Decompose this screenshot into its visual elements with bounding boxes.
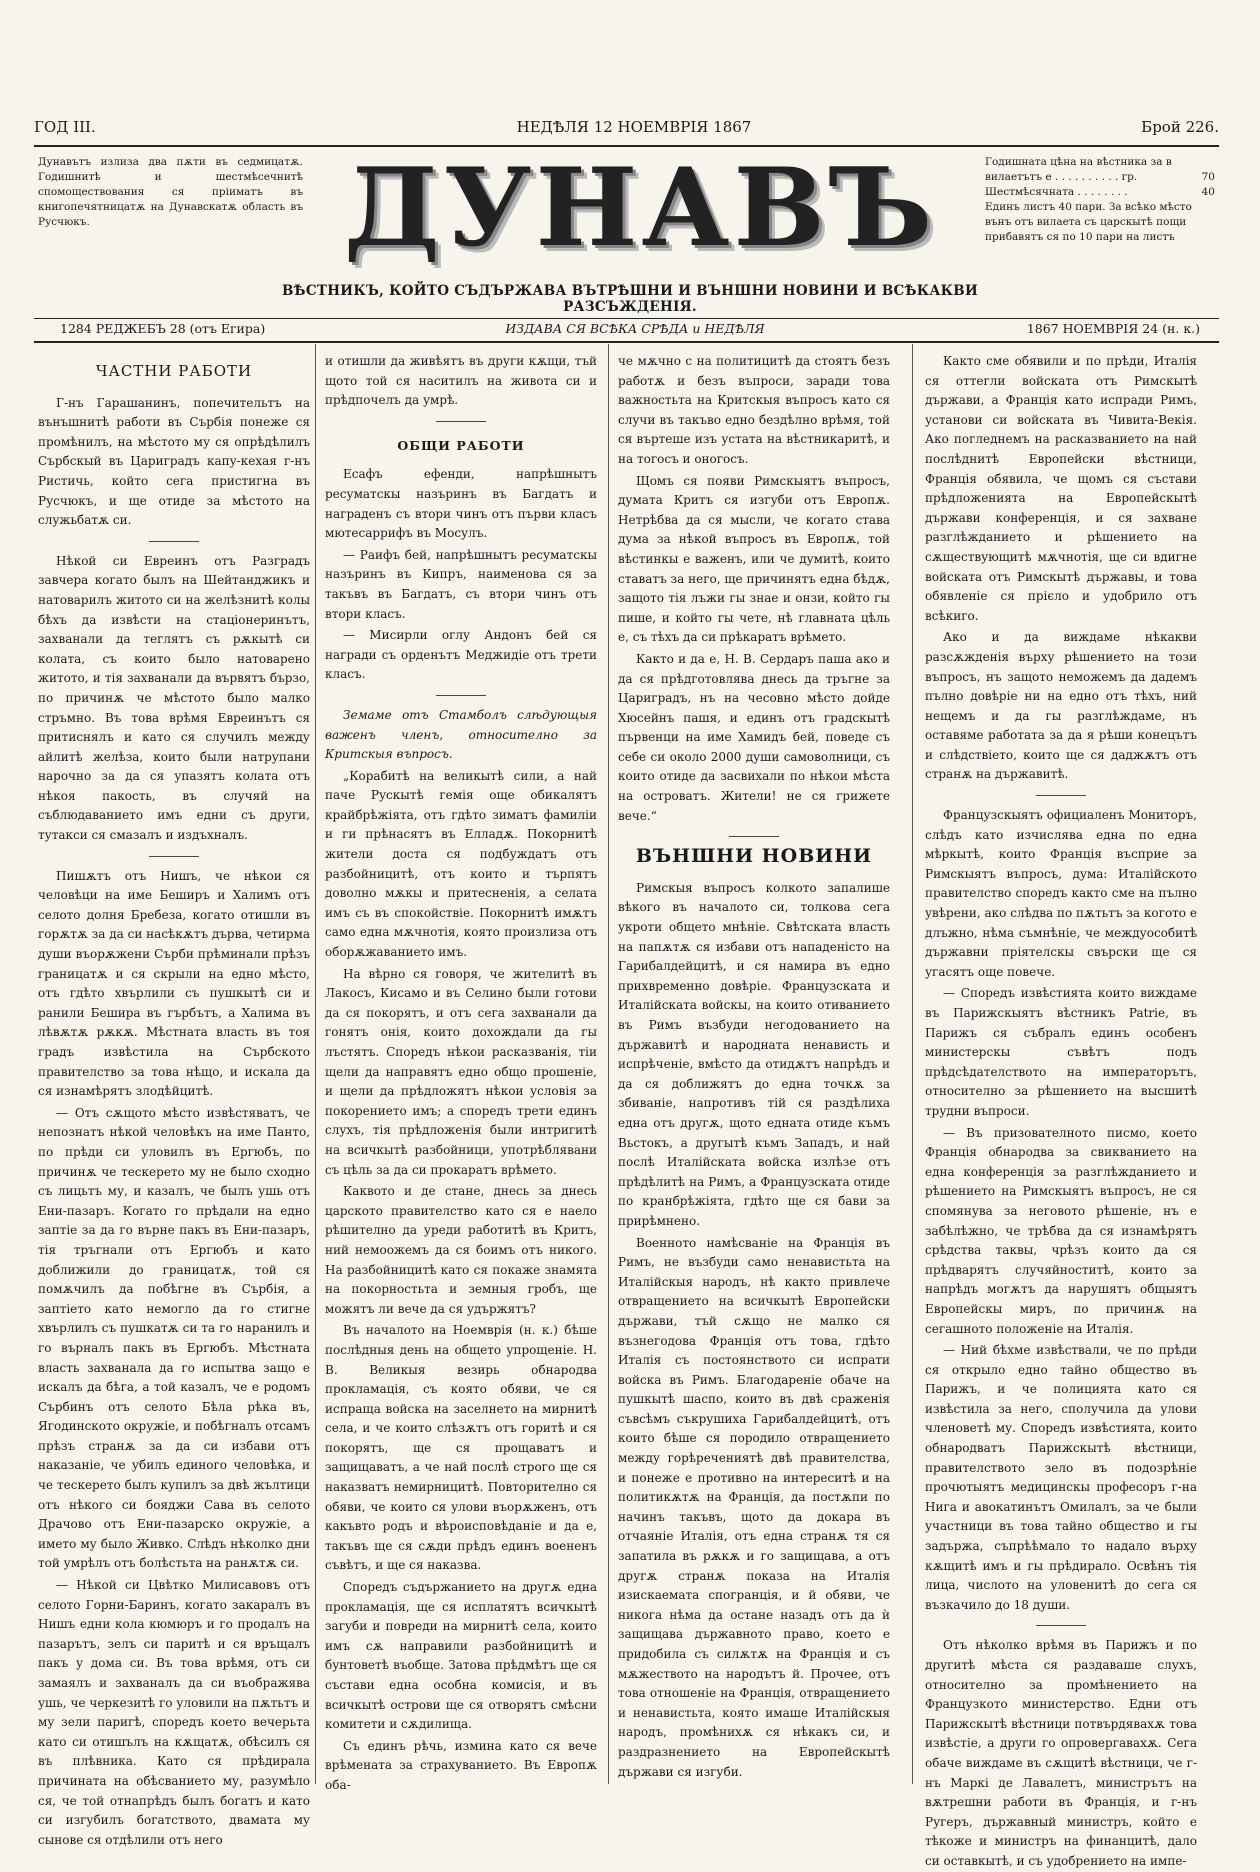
article-paragraph: — Нѣкой си Цвѣтко Милисавовъ отъ селото Горни-Баринъ, когато закаралъ въ Нишъ едни кола кюмюръ и го продалъ на пазарътъ, зелъ си паритѣ и ся връщалъ пакъ у дома си. Въ това врѣмя, отъ си замаялъ и захваналъ да си въображява ушь, че черкезитѣ го уловили на пѫтьтъ и му зели паригѣ, споредъ което вечерьта като си отишълъ на кѫщатѫ, обѣсилъ ся въ плѣвника. Като ся прѣдирала причината на обѣсванието му, разумѣло ся, че той отнапрѣдъ былъ богатъ и като си изгубилъ богатството, двамата му сынове ся отдѣлили отъ него — [38, 1578, 310, 1847]
date-info-row — [60, 321, 1200, 341]
article-paragraph: Съ единъ рѣчь, измина като ся вече врѣмената за страхуванието. Въ Европѫ оба- — [325, 1738, 597, 1792]
annual-price-label: вилаетътъ е . . . . . . . . . . гр. — [985, 171, 1138, 183]
newspaper-title: ДУНАВЪ — [343, 145, 937, 271]
article-paragraph: — Ний бѣхме извѣствали, че по прѣди ся открыло едно тайно общество въ Парижъ, и че полицията като ся извѣстила за него, сполучила да улови членоветѣ му. Споредъ извѣстията, които обнародватъ Парижскытѣ вѣстници, правителството зело въ подозрѣніе прочютыятъ медицинскы професоръ г-на Нига и авокатинътъ Омилалъ, за че были участници въ това тайно общество и гы задържа, съпрѣѣмало то надало върху кѫщитѣ имъ и гы прѣдирало. Освѣнъ тія лица, числото на уловенитѣ до сега ся възкачило до 18 души. — [925, 1343, 1197, 1612]
column-divider — [912, 344, 913, 1784]
price-line-3: Единъ листъ 40 пари. За всѣко мѣсто вънъ отъ вилаета съ царскытѣ пощи прибавятъ ся по 10 пари на листъ — [985, 201, 1192, 243]
article-paragraph: Пишѫтъ отъ Нишъ, че нѣкои ся человѣци на име Беширъ и Халимъ отъ селото долня Бребеза, когато отишли въ горѫтѫ за да си насѣкѫтъ дърва, четирма души въорѫжени Сърби прѣминали прѣзъ границатѫ и ся скрыли на едно мѣсто, отъ гдѣто хвърлили съ пушкытѣ си и ранили Бешира въ гърбътъ, а Халима въ лѣвѫтѫ рѫкѫ. Мѣстната власть въ тоя градъ извѣстила на Сърбското правителство за това нѣщо, и искала да ся изнамѣрятъ злодѣйцитѣ. — [38, 868, 310, 1099]
article-paragraph: Нѣкой си Евреинъ отъ Разградъ завчера когато былъ на Шейтанджикъ и натоварилъ житото си на желѣзнитѣ колы бѣхъ да извѣсти на стаціонеринътъ, захванали да теглятъ съ рѫкытѣ си колата, съ които было натоварено житото, и тія захванали да вървятъ бързо, по причинѫ че мѣстото было малко стръмно. Въ това врѣмя Евреинътъ ся притиснялъ и като ся случилъ между айлитѣ желѣза, които были натрупани нарочно за да ся упазятъ колата отъ нѣкоя пакость, въ случяй на съблюдаванието имъ едни съ други, тутакси ся смазалъ и издъхналъ. — [38, 553, 310, 843]
article-paragraph: Ако и да виждаме нѣкакви разсѫжденія върху рѣшението на този въпросъ, нъ защото неможемъ да дадемъ пълно довѣріе ни на едно отъ тѣхъ, ний нещемъ и да гы разглѣждаме, нъ оставяме работата за да я рѣши конецътъ и слѣдствіето, които ще ся даджѫтъ отъ странѫ на държавитѣ. — [925, 630, 1197, 782]
separator — [1036, 1625, 1086, 1626]
column-2 — [325, 352, 597, 1792]
hijri-date: 1284 РЕДЖЕБЪ 28 (отъ Егира) — [60, 321, 266, 336]
article-paragraph: — Въ призователното писмо, което Франція обнародва за свикванието на една конференція за разглѣжданието и рѣшението на Римскыятъ въпросъ, не ся спомянува за неговото рѣшеніе, нъ е забѣлѣжно, че трѣбва да ся изнамѣрятъ срѣдства таквы, чрѣзъ които да ся прѣдварятъ случяйноститѣ, които за напрѣдъ могѫтъ да нарушятъ общыятъ Европейскы миръ, по причинѫ на сегашното положеніе на Италія. — [925, 1125, 1197, 1336]
price-line-2 — [985, 185, 1215, 200]
article-paragraph: Споредъ съдържанието на другѫ една прокламація, ще ся исплатятъ всичкытѣ загуби и повреди на мирнитѣ села, които имъ сѫ направили разбойницитѣ и бунтоветѣ въобще. Затова прѣдмѣтъ ще ся състави една особна комисія, и въ всичкытѣ острови ще ся отворятъ смѣсни комитети и сѫдилища. — [325, 1580, 597, 1732]
section-heading-private: ЧАСТНИ РАБОТИ — [95, 362, 253, 380]
article-paragraph: Както сме обявили и по прѣди, Италія ся оттегли войската отъ Римскытѣ държави, а Франція като испради Римъ, установи си войската въ Чивита-Векія. Ако погледнемъ на расказванието на най послѣднитѣ Европейски вѣстници, Франція обявила, че щомъ ся състави прѣдложенията на Европейскытѣ държави конференція, и ся захване разглѣжданието и рѣшението на сѫществующитѣ мѫчнотія, ще си вдигне войската отъ Римскытѣ държавы, и това обявленіе ся прієло и удобрило отъ всѣкиго. — [925, 354, 1197, 623]
halfyear-price-value: 40 — [1201, 186, 1215, 198]
gregorian-date: 1867 НОЕМВРІЯ 24 (н. к.) — [1026, 321, 1200, 336]
publication-frequency: ИЗДАВА СЯ ВСѢКА СРѢДА и НЕДѢЛЯ — [505, 321, 765, 336]
article-paragraph: — Раифъ бей, напрѣшнытъ ресуматскы назъринъ въ Кипръ, наименова ся за такъвъ въ Багдатъ, съ втори чинъ отъ втори класъ. — [325, 547, 597, 621]
article-paragraph: — Споредъ извѣстията които виждаме въ Парижскыятъ вѣстникъ Patrie, въ Парижъ ся събралъ единъ особенъ министерскы съвѣтъ подъ прѣдсѣдателството на императорътъ, относително за рѣшението на высшитѣ трудни въпроси. — [925, 986, 1197, 1118]
article-paragraph: Есафъ ефенди, напрѣшнытъ ресуматскы назъринъ въ Багдатъ и награденъ съ втори чинъ отъ първи класъ мютесаррифъ въ Мосулъ. — [325, 467, 597, 541]
article-paragraph: Г-нъ Гарашанинъ, попечительтъ на вънъшнитѣ работи въ Сърбія понеже ся промѣнилъ, на мѣстото му ся опрѣдѣлилъ Сърбскый въ Цариградъ капу-кехая г-нъ Ристичь, който сега пристигна въ Русчюкъ, и ще отиде за мѣстото на служьбатѫ си. — [38, 395, 310, 528]
annual-price-value: 70 — [1201, 171, 1215, 183]
article-paragraph: Военното намѣсваніе на Франція въ Римъ, не възбуди само ненавистьта на Италійскыя народъ, нѣ както привлече отвращението на всичкытѣ Европейски държави, тъй сѫщо не малко ся възнегодова Франція отъ това, гдѣто Италія съ постоянството си испрати войска въ Римъ. Благодареніе обаче на пушкытѣ шаспо, които въ двѣ сраженія съвсѣмъ съкрушиха Гарибалдейцитѣ, отъ които бѣше ся породило отвращението между горѣречениятѣ двѣ правителства, и понеже е противно на интереситѣ и на политикѫтѫ на Франція, да постѫпи по начинъ такъвъ, щото да докара въ отчаяніе Италія, отъ една странѫ тя ся запатила въ рѫкѫ и го защищава, а отъ другѫ странѫ показа на Италія изискаемата спогранція, и й обяви, че никога нѣма да остане назадъ отъ да ѝ защищава държавното право, което е придобила съ силѫтѫ на Франція и съ мѫжеството на народътъ й. Прочее, отъ това отношеніе на Франція, отвращението и ненавистьта, която имаше Италійскыя народъ, промѣнихѫ ся нѣкакъ си, и раздразнението на Европейскытѣ държави ся изгуби. — [618, 1235, 890, 1779]
separator — [436, 421, 486, 422]
article-paragraph: — Мисирли оглу Андонъ бей ся награди съ орденътъ Меджидіе отъ трети класъ. — [325, 628, 597, 682]
article-paragraph: Французскыятъ официаленъ Мониторъ, слѣдъ като изчислява една по една мѣркытѣ, които Франція въсприе за Римскыятъ въпросъ, дума: Италійското правителство споредъ както сме на пълно увѣрени, ако слѣдва по пѫтьтъ за когото е длъжно, нѣма съмнѣніе, че междуособитѣ държавни пріятелскы свърски ще ся угасятъ още повече. — [925, 808, 1197, 979]
article-paragraph: — Отъ сѫщото мѣсто извѣстяватъ, че непознатъ нѣкой человѣкъ на име Панто, по прѣди си уловилъ въ Ергюбъ, по причинѫ че тескерето му не было сходно съ лицьтъ му, и казалъ, че былъ ушь отъ Ени-пазаръ. Когато го прѣдали на едно заптіе за да го върне пакъ въ Ени-пазаръ, тія тръгнали отъ Ергюбъ и като доближили до границатѫ, той ся помѫчилъ да побѣгне въ Сърбія, а заптіето като немогло да го стигне хвърлилъ съ пушкатѫ си та го наранилъ и го върналъ пакъ въ Ергюбъ. Мѣстната власть захванала да го испытва защо е искалъ да бѣга, а той казалъ, че е родомъ Сърбинъ отъ селото Бѣла рѣка въ, Ягодинското окружіе, и побѣгналъ отсамъ прѣзъ странѫ за да си избави отъ наказаніе, че убилъ единого человѣка, и че тескерето былъ купилъ за двѣ жълтици отъ нѣкого си бояджи Сава въ селото Драчово отъ Ени-пазарско окружіе, а името му было Живко. Слѣдъ нѣколко дни той умрѣлъ отъ болѣстьта на ранѫтѫ си. — [38, 1105, 310, 1571]
article-paragraph: На вѣрно ся говоря, че жителитѣ въ Лакосъ, Кисамо и въ Селино были готови да ся покорятъ, и отъ сега захванали да гонятъ онія, които дохождали да гы лъстятъ. Споредъ нѣкои расказванія, тіи щели да направятъ едно общо прошеніе, и щели да прѣдложятъ нѣкои условія за покорението имъ; а споредъ трети единъ слухъ, тія прѣдложенія были интригитѣ на всичкытѣ разбойници, употрѣблявани съ цѣль за да си прокаратъ врѣмето. — [325, 966, 597, 1177]
price-box — [985, 155, 1215, 245]
article-paragraph: Каквото и де стане, днесь за днесь царското правителство като ся е наело рѣшително да уреди работитѣ въ Критъ, ний немоожемъ да ся боимъ отъ никого. На разбойницитѣ като ся покаже знамята на покорностьта и земныя гробъ, ще можятъ ли вече да ся удържятъ? — [325, 1184, 597, 1316]
mid-rule — [34, 318, 1219, 319]
separator — [436, 695, 486, 696]
article-paragraph: Въ началото на Ноемврія (н. к.) бѣше послѣдныя день на общето упрощеніе. Н. В. Великыя везирь обнародва прокламація, съ която обяви, че ся испраща войска на заселнето на мирнитѣ села, и че които слѣзѫтъ отъ горитѣ и ся покорятъ, ще ся прощаватъ и защищаватъ, а че най послѣ строго ще ся наказватъ немирницитѣ. Повторително ся обяви, че които ся улови въорѫженъ, отъ какъвто родъ и вѣроисповѣданіе и да е, такъвъ ще ся сѫди прѣдъ единъ воененъ съвѣтъ, и ще ся наказва. — [325, 1323, 597, 1573]
year-label: ГОД III. — [34, 118, 96, 136]
separator — [149, 541, 199, 542]
quote-intro: Земаме отъ Стамболъ слѣдующыя важенъ членъ, относително за Критскыя въпросъ. — [325, 707, 597, 762]
separator — [729, 836, 779, 837]
column-4 — [925, 352, 1197, 1868]
issue-number: Брой 226. — [1141, 118, 1219, 136]
article-paragraph: „Корабитѣ на великытѣ сили, а най паче Рускытѣ гемія още обикалятъ крайбрѣжіята, отъ гдѣто зиматъ фамиліи и ги прѣнасятъ въ Елладѫ. Покорнитѣ жители доста ся подбуждатъ отъ разбойницитѣ, отъ които и търпятъ доволно мѫкы и притесненія, а селата имъ съ въ спокойствіе. Покорнитѣ имѫтъ само една мѫчнотія, която произлиза отъ оборѫжаванието имъ. — [325, 768, 597, 960]
section-heading-foreign: ВЪНШНИ НОВИНИ — [635, 845, 873, 868]
separator — [1036, 795, 1086, 796]
column-3 — [618, 352, 890, 1782]
article-paragraph: Отъ нѣколко врѣмя въ Парижъ и по другитѣ мѣста ся раздаваше слухъ, относително за промѣнението на Французкото министерство. Едни отъ Парижскытѣ вѣстници потвърдявахѫ това извѣстіе, а други го опровергавахѫ. Сега обаче виждаме въ сѫщитѣ вѣстници, че г-нъ Маркі де Лавалетъ, министрътъ на вѫтрешни работи въ Франція, и г-нъ Ругеръ, държавный министръ, който е тѣкоже и министръ на финанцитѣ, дало си оставкытѣ, и съ удобрението на импе- — [925, 1638, 1197, 1868]
newspaper-subtitle: ВѢСТНИКЪ, КОЙТО СЪДЪРЖАВА ВЪТРѢШНИ И ВЪНШНИ НОВИНИ И ВСѢКАКВИ РАЗСЪЖДЕНІЯ. — [281, 283, 979, 315]
article-paragraph: Щомъ ся появи Римскыятъ въпросъ, думата Критъ ся изгуби отъ Европѫ. Нетрѣбва да ся мысли, че когато става дума за нѣкой въпросъ въ Европѫ, той вѣстинкы е важенъ, или че думитѣ, които ставатъ за него, ще причинятъ една бѣдѫ, защото тія лъжи гы знае и онзи, който гы пише, и който гы чете, нѣ главната цѣль е, съ тѣхъ да си прѣкаратъ врѣмето. — [618, 473, 890, 645]
top-info-row — [34, 118, 1219, 142]
separator — [149, 856, 199, 857]
price-line-1: Годишната цѣна на вѣстника за в — [985, 156, 1172, 168]
article-paragraph: Римскыя въпросъ колкото запалише вѣкого въ началото си, толкова сега укроти общето мнѣніе. Свѣтската власть на папѫтѫ ся избави отъ нападеністо на Гарибалдейцитѣ, и ся намира въ едно прихвременно довѣріе. Французската и Италійската войскы, на които отиванието въ Римъ възбуди негодованието на държавитѣ и народната ненависть и испрѣченіе, вмѣсто да отидѫтъ напрѣдъ и да ся доближятъ до една точкѫ за збиваніе, напротивъ тій ся раздѣлиха една отъ другѫ, щото едната отиде къмъ Вьстокъ, а другытѣ къмъ Западъ, и най послѣ Италійската войска излѣзе отъ прѣдѣлитѣ на Римъ, а Французската отиде по кранбрѣжіята, гдѣто ще ся бави за прирѣмнено. — [618, 880, 890, 1228]
publication-note: Дунавътъ излиза два пѫти въ седмицатѫ. Годишнитѣ и шестмѣсечнитѣ спомоществования ся пріиматъ въ книгопечятницатѫ на Дунавскатѫ область въ Русчюкъ. — [38, 156, 303, 228]
article-paragraph: и отишли да живѣятъ въ други кѫщи, тъй щото той ся наситилъ на живота си и прѣдпочелъ да умрѣ. — [325, 354, 597, 408]
bottom-rule — [34, 341, 1219, 343]
price-line-1b — [985, 170, 1215, 185]
article-paragraph: че мѫчно с на политицитѣ да стоятъ безъ работѫ и безъ въпроси, заради това важностьта на Критскыя въпросъ като ся случи въ такъво едно бездѣлно врѣмя, той ся въртеше изъ устата на вѣстникаритѣ, и на тогосъ и оногосъ. — [618, 354, 890, 466]
column-divider — [315, 344, 316, 1784]
halfyear-price-label: Шестмѣсячната . . . . . . . . — [985, 186, 1128, 198]
issue-date: НЕДѢЛЯ 12 НОЕМВРІЯ 1867 — [516, 118, 752, 136]
section-heading-general: ОБЩИ РАБОТИ — [397, 437, 525, 453]
article-paragraph: Както и да е, Н. В. Сердаръ паша ако и да ся прѣдготовлява днесь да тръгне за Цариградъ, нъ на чесовно мѣсто дойде Хюсейнъ пашя, и единъ отъ градскытѣ първенци на име Хамидъ бей, поведе съ себе си около 2000 души самоволници, съ които отиде да засвихали по нѣкои мѣста на островатъ. Жители! не ся грижете вече.“ — [618, 651, 890, 823]
column-1 — [38, 352, 310, 1847]
column-divider — [608, 344, 609, 1784]
